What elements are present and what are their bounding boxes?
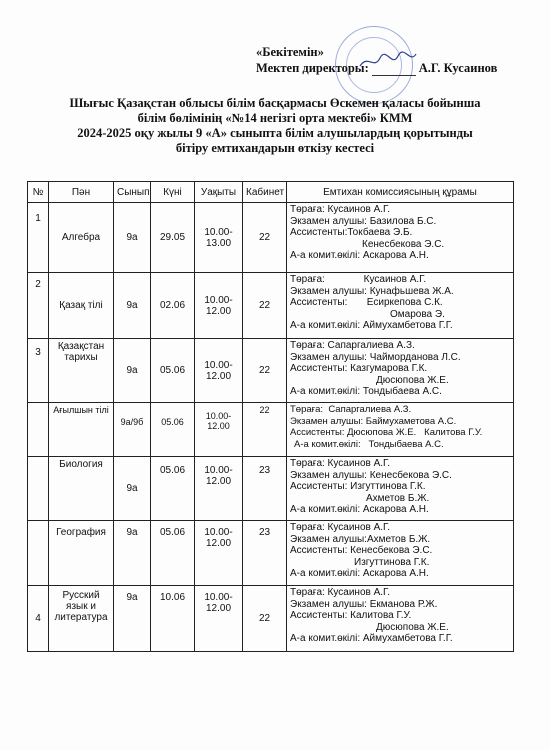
commission-assistant-2: Дюсюпова Ж.Е. [376,374,449,386]
exam-schedule-table [27,181,514,652]
row-class: 9а [114,586,151,652]
commission-examiner: Экзамен алушы:Ахметов Б.Ж. [290,533,431,545]
row-time: 10.00-12.00 [195,403,243,457]
commission-assistant-2: Дюсюпова Ж.Е. [376,621,449,633]
director-label: Мектеп директоры: [256,61,369,75]
commission-assistant: Ассистенты: Изгуттинова Г.К. [290,481,426,492]
row-number [28,521,49,586]
row-commission [287,586,514,652]
row-number: 1 [28,203,49,273]
row-room: 22 [243,339,287,403]
row-room: 22 [243,203,287,273]
commission-assistant: Ассистенты: Казгумарова Г.К. [290,363,428,374]
commission-assistant: Ассистенты: Кенесбекова Э.С. [290,545,433,556]
commission-chair: Төраға: Кусаинов А.Г. [290,204,391,215]
row-class: 9а [114,457,151,521]
commission-parent-rep: А-а комит.өкілі: Аймухамбетова Г.Г. [290,633,453,644]
commission-chair: Төраға: Кусаинов А.Г. [290,458,391,469]
commission-parent-rep: А-а комит.өкілі: Тондыбаева А.С. [294,438,444,450]
commission-examiner: Экзамен алушы: Чайморданова Л.С. [290,351,461,363]
commission-chair: Төраға: Кусаинов А.Г. [290,587,391,598]
row-subject: Биология [49,457,114,521]
row-commission [287,403,514,457]
row-subject: Қазақстан тарихы [49,339,114,403]
header-room: Кабинет [243,182,287,203]
director-line [256,60,497,76]
title-line-2: білім бөлімінің «№14 негізгі орта мектебі» КММ [137,111,413,125]
commission-assistant: Ассистенты: Калитова Г.У. [290,610,412,621]
commission-assistant-2: Изгуттинова Г.К. [354,556,430,568]
row-room: 23 [243,457,287,521]
approval-block [256,44,497,76]
table-row [28,521,514,586]
row-number: 2 [28,273,49,339]
table-row [28,203,514,273]
director-name: А.Г. Кусаинов [418,61,498,75]
header-class: Сынып [114,182,151,203]
row-date: 29.05 [151,203,195,273]
commission-parent-rep: А-а комит.өкілі: Аскарова А.Н. [290,250,429,261]
commission-parent-rep: А-а комит.өкілі: Тондыбаева А.С. [290,386,442,397]
row-date: 05.06 [151,403,195,457]
row-date: 05.06 [151,521,195,586]
row-subject: География [49,521,114,586]
header-number: № [28,182,49,203]
row-number: 3 [28,339,49,403]
commission-assistant-2: Кенесбекова Э.С. [362,238,445,250]
commission-assistant: Ассистенты:Токбаева Э.Б. [290,227,413,238]
row-time: 10.00-12.00 [195,457,243,521]
row-class: 9а [114,273,151,339]
header-commission: Емтихан комиссиясының құрамы [287,182,514,203]
table-row [28,457,514,521]
row-subject: Қазақ тілі [49,273,114,339]
table-row [28,339,514,403]
commission-examiner: Экзамен алушы: Екманова Р.Ж. [290,598,438,610]
title-line-4: бітіру емтихандарын өткізу кестесі [175,141,375,155]
commission-chair: Төраға: Сапаргалиева А.З. [290,340,415,351]
commission-parent-rep: А-а комит.өкілі: Аскарова А.Н. [290,568,429,579]
commission-assistant: Ассистенты: Есиркепова С.К. [290,297,443,308]
approval-heading: «Бекітемін» [256,45,324,59]
row-commission [287,203,514,273]
row-room: 22 [243,586,287,652]
table-header-row [28,182,514,203]
row-number [28,403,49,457]
row-class: 9а [114,521,151,586]
row-commission [287,457,514,521]
row-room: 22 [243,273,287,339]
row-number: 4 [28,586,49,652]
commission-examiner: Экзамен алушы: Кунафьшева Ж.А. [290,285,454,297]
commission-parent-rep: А-а комит.өкілі: Аймухамбетова Г.Г. [290,320,453,331]
row-subject: Алгебра [49,203,114,273]
header-date: Күні [151,182,195,203]
title-line-1: Шығыс Қазақстан облысы білім басқармасы Өскемен қаласы бойынша [69,96,481,110]
commission-examiner: Экзамен алушы: Кенесбекова Э.С. [290,469,452,481]
commission-assistant-2: Ахметов Б.Ж. [366,492,430,504]
signature-line [372,75,416,76]
commission-chair: Төраға: Кусаинов А.Г. [290,522,391,533]
row-subject: Русский язык и литература [49,586,114,652]
row-date: 05.06 [151,457,195,521]
commission-examiner: Экзамен алушы: Базилова Б.С. [290,215,437,227]
header-time: Уақыты [195,182,243,203]
row-time: 10.00-13.00 [195,203,243,273]
commission-chair: Төраға: Сапаргалиева А.З. [290,404,412,415]
row-time: 10.00-12.00 [195,586,243,652]
row-time: 10.00-12.00 [195,273,243,339]
row-class: 9а [114,203,151,273]
commission-parent-rep: А-а комит.өкілі: Аскарова А.Н. [290,504,429,515]
row-time: 10.00-12.00 [195,521,243,586]
row-room: 22 [243,403,287,457]
row-class: 9а [114,339,151,403]
row-date: 05.06 [151,339,195,403]
table-row [28,586,514,652]
row-commission [287,521,514,586]
commission-chair: Төраға: Кусаинов А.Г. [290,274,427,285]
row-number [28,457,49,521]
row-time: 10.00-12.00 [195,339,243,403]
commission-assistant: Ассистенты: Дюсюпова Ж.Е. Калитова Г.У. [290,427,483,438]
table-row [28,273,514,339]
commission-assistant-2: Омарова Э. [390,308,445,320]
row-subject: Ағылшын тілі [49,403,114,457]
row-class: 9а/9б [114,403,151,457]
commission-examiner: Экзамен алушы: Баймухаметова А.С. [290,415,457,427]
row-date: 02.06 [151,273,195,339]
row-room: 23 [243,521,287,586]
row-commission [287,273,514,339]
row-commission [287,339,514,403]
document-title [40,96,510,156]
table-row [28,403,514,457]
title-line-3: 2024-2025 оқу жылы 9 «А» сыныпта білім алушылардың қорытынды [77,126,473,140]
row-date: 10.06 [151,586,195,652]
header-subject: Пән [49,182,114,203]
